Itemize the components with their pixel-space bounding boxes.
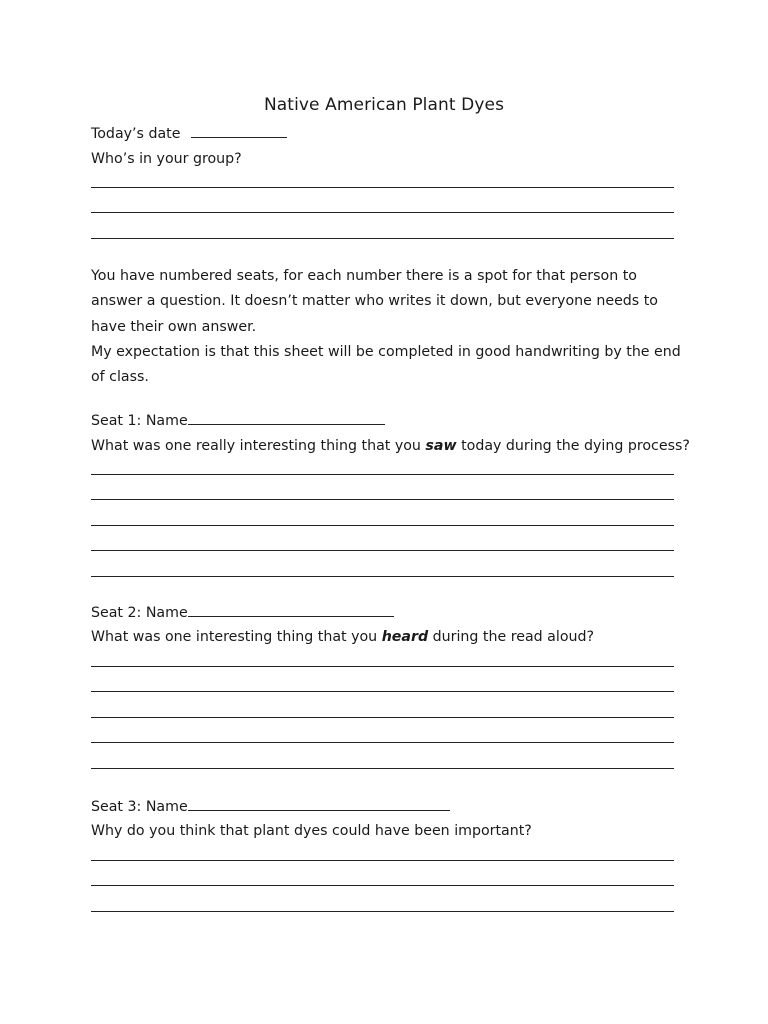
group-line-3 — [91, 238, 674, 239]
seat2-line-3 — [91, 717, 674, 718]
seat1-line-1 — [91, 474, 674, 475]
worksheet-title: Native American Plant Dyes — [263, 95, 505, 115]
seat3-question: Why do you think that plant dyes could have been important? — [91, 823, 532, 839]
seat1-label: Seat 1: Name — [91, 413, 188, 429]
seat2-question-end: during the read aloud? — [428, 629, 595, 645]
seat1-line-3 — [91, 525, 674, 526]
seat2-line-2 — [91, 691, 674, 692]
seat2-question-start: What was one interesting thing that you — [91, 629, 382, 645]
instructions-line-5: of class. — [91, 369, 149, 385]
date-blank — [191, 124, 287, 138]
instructions-line-3: have their own answer. — [91, 319, 257, 335]
seat3-name-blank — [188, 797, 450, 811]
seat1-question — [91, 437, 690, 455]
seat2-row — [91, 603, 394, 622]
seat3-line-3 — [91, 911, 674, 912]
seat1-name-blank — [188, 411, 385, 425]
group-label: Who’s in your group? — [91, 151, 242, 167]
seat1-line-5 — [91, 576, 674, 577]
seat1-question-emphasis: saw — [425, 438, 457, 454]
instructions-line-1: You have numbered seats, for each number there is a spot for that person to — [91, 268, 637, 284]
seat1-line-4 — [91, 550, 674, 551]
seat2-line-4 — [91, 742, 674, 743]
group-line-1 — [91, 187, 674, 188]
seat3-label: Seat 3: Name — [91, 799, 188, 815]
seat2-line-5 — [91, 768, 674, 769]
instructions-line-2: answer a question. It doesn’t matter who writes it down, but everyone needs to — [91, 293, 658, 309]
seat3-row — [91, 797, 450, 816]
seat3-line-2 — [91, 885, 674, 886]
seat2-question-emphasis: heard — [381, 629, 429, 645]
seat1-question-start: What was one really interesting thing that you — [91, 438, 426, 454]
group-line-2 — [91, 212, 674, 213]
seat1-question-end: today during the dying process? — [456, 438, 690, 454]
seat3-line-1 — [91, 860, 674, 861]
instructions-line-4: My expectation is that this sheet will be completed in good handwriting by the end — [91, 344, 681, 360]
seat2-question — [91, 628, 594, 646]
seat2-line-1 — [91, 666, 674, 667]
date-label: Today’s date — [91, 126, 181, 142]
seat1-line-2 — [91, 499, 674, 500]
seat2-name-blank — [188, 603, 394, 617]
seat2-label: Seat 2: Name — [91, 605, 188, 621]
date-row — [91, 124, 287, 143]
seat1-row — [91, 411, 385, 430]
